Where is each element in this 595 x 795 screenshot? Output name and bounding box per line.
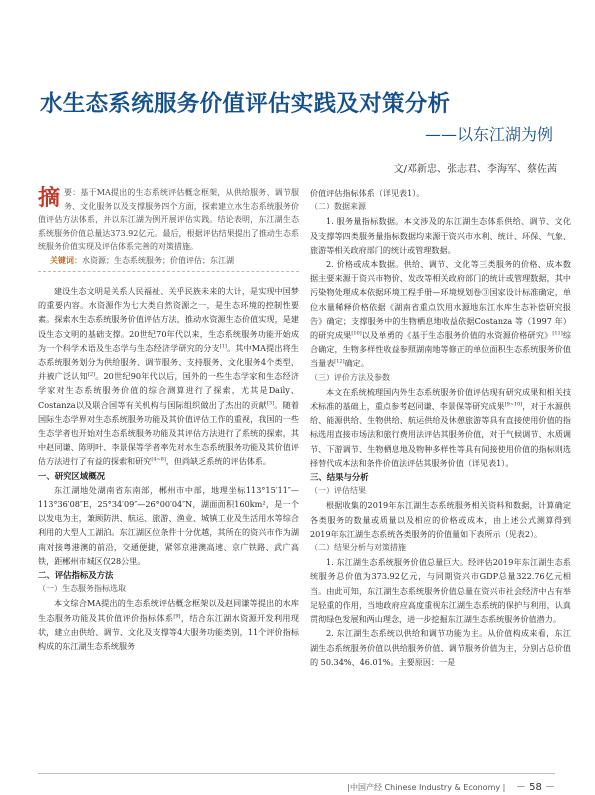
keywords-text: 水资源；生态系统服务；价值评估；东江湖 [82,255,234,265]
abstract [38,186,299,267]
keywords-label: 关键词： [50,254,82,265]
section-2-paragraph: 本文综合MA提出的生态系统评估概念框架以及赵同谦等提出的水库生态服务功能及其价值评价指标体系[9]，结合东江湖水资源开发利用现状，建立由供给、调节、文化及支撑等4大服务功能类别，11个评价指标构成的东江湖生态系统服务 [38,598,299,652]
subsection-heading-3-1: （一）评估结果 [310,486,366,496]
abstract-block [38,186,299,272]
subsection-heading-2-3: （三）评价方法及参数 [310,372,390,382]
article-authors: 文/邓新忠、张志君、李海军、蔡佐茜 [393,164,557,175]
keywords-line [38,254,299,268]
left-column [38,186,299,653]
citation-marker: [1] [219,343,227,350]
citation-marker: [9~10] [504,401,523,408]
section-heading-2: 二、评估指标及方法 [38,570,114,581]
abstract-label: 要： [64,188,81,197]
data-source-paragraph-2: 2. 价格或成本数据。供给、调节、文化等三类服务的价格、成本数据主要来源于资兴市物价、发改等相关政府部门的统计或管理数据，其中污染物处理成本依据环境工程手册—环境规划卷③国家设计标准确定，单位水量稀释价格依据《湖南省重点饮用水源地东江水库生态补偿研究报告》确定；支撑服务中的生物栖息地收益依据Costanza 等（1997 年）的研究成果[10]以及单勇的《基于生态服务价值的水资源价格研究》[11]综合确定，生物多样性收益参照湖南地等修正的单位面积生态系统服务价值当量表[12]确定。 [310,259,571,369]
article-subtitle: ——以东江湖为例 [424,125,553,144]
intro-paragraph: 建设生态文明是关系人民福祉、关乎民族未来的大计，是实现中国梦的重要内容。水资源作为七大类自然资源之一，是生态环境的控制性要素。探索水生态系统服务价值评估方法，推动水资源生态价值实现，是建设生态文明的基础支撑。20世纪70年代以来，生态系统服务功能开始成为一个科学术语及生态学与生态经济学研究的分支[1]。其中MA提出将生态系统服务划分为供给服务、调节服务、支持服务、文化服务4个类型，并被广泛认知[2]。20世纪90年代以后，国外的一些生态学家和生态经济学家对生态系统服务价值的综合测算进行了探索，尤其是Daily、Costanza以及联合国等有关机构与国际组织做出了杰出的贡献[3]。随着国际生态学界对生态系统服务功能及其价值评估工作的重视，我国的一些生态学者也开始对生态系统服务功能及其评估方法进行了系统的探索，其中赵同谦、陈明叶、李景保等学者率先对水生态系统服务功能及其价值评估方法进行了有益的探索和研究[4~8]，但尚缺乏系统的评估体系。 [38,286,299,467]
citation-marker: [3] [266,399,275,406]
right-continuation: 价值评估指标体系（详见表1）。 [310,188,425,198]
section-1-paragraph: 东江湖地处湖南省东南部，郴州市中部，地理坐标113°15′11″—113°36′08″E，25°34′09″—26°00′04″N，湖面面积160km²，是一个以发电为主，兼顾防洪、航运、旅游、渔业、城镇工业及生活用水等综合利用的大型人工湖泊。东江湖区位条件十分优越，其所在的资兴市作为湖南对接粤港澳的前沿，交通便捷，紧邻京港澳高速、京广铁路、武广高铁，距郴州市城区仅28公里。 [38,484,299,566]
subsection-heading-2-1: （一）生态服务指标选取 [38,584,126,594]
citation-marker: [9] [173,612,181,619]
section-heading-1: 一、研究区域概况 [38,470,105,481]
data-source-paragraph-1: 1. 服务量指标数据。本文涉及的东江湖生态体系供给、调节、文化及支撑等四类服务量指标数据均来源于资兴市水利、统计、环保、气象、旅游等相关政府部门的统计或管理数据。 [310,216,571,255]
analysis-paragraph-1: 1. 东江湖生态系统服务价值总量巨大。经评估2019年东江湖生态系统服务总价值为373.92亿元，与同期资兴市GDP总量322.76亿元相当。由此可知，东江湖生态系统服务价值总量在资兴市社会经济中占有举足轻重的作用，当地政府应高度重视东江湖生态系统的保护与利用，认真贯彻绿色发展和两山理念，进一步挖掘东江湖生态系统服务价值潜力。 [310,557,571,625]
subsection-heading-3-2: （二）结果分析与对策措施 [310,543,406,553]
page-number: － 58 － [515,782,555,793]
subsection-heading-2-2: （二）数据来源 [310,202,366,212]
results-paragraph: 根据收集的2019年东江湖生态系统服务相关资料和数据，计算确定各类服务的数量或质量以及相应的价格或成本，由上述公式测算得到2019年东江湖生态系统各类服务的价值量如下表所示（见表2）。 [310,500,571,539]
citation-marker: [4~8] [151,456,166,463]
method-paragraph: 本文在系统梳理国内外生态系统服务价值评估现有研究成果和相关技术标准的基础上，重点参考赵同谦、李景保等研究成果[9~10]，对于水源供给、能源供给、生物供给、航运供给及休憩旅游等具有直接使用价值的指标选用直接市场法和旅行费用法评估其服务价值，对于气候调节、水质调节、下游调节、生物栖息地及物种多样性等具有间接使用价值的指标则选择替代成本法和条件价值法评估其服务价值（详见表1）。 [310,386,571,468]
footer-divider [38,773,555,774]
abstract-drop-char: 摘 [38,186,61,211]
section-heading-3: 三、结果与分析 [310,472,369,483]
abstract-text: 基于MA提出的生态系统评估概念框架，从供给服务、调节服务、文化服务以及支撑服务四个方面，探索建立水生态系统服务价值评估方法体系，并以东江湖为例开展评估实践。结论表明，东江湖生态系统服务价值总量达373.92亿元。最后，根据评估结果提出了推动生态系统服务价值实现及评估体系完善的对策措施。 [38,188,300,251]
citation-marker: [10] [351,330,362,337]
citation-marker: [2] [87,371,95,378]
right-column [310,186,571,669]
page-footer [347,778,555,793]
article-title: 水生态系统服务价值评估实践及对策分析 [40,91,451,117]
citation-marker: [11] [552,330,563,337]
citation-marker: [12] [334,358,345,365]
journal-name: |中国产经 Chinese Industry & Economy | [347,783,506,792]
analysis-paragraph-2: 2. 东江湖生态系统以供给和调节功能为主。从价值构成来看，东江湖生态系统服务价值以供给服务价值、调节服务价值为主，分别占总价值的 50.34%、46.01%。主要原因：一是 [310,628,571,667]
